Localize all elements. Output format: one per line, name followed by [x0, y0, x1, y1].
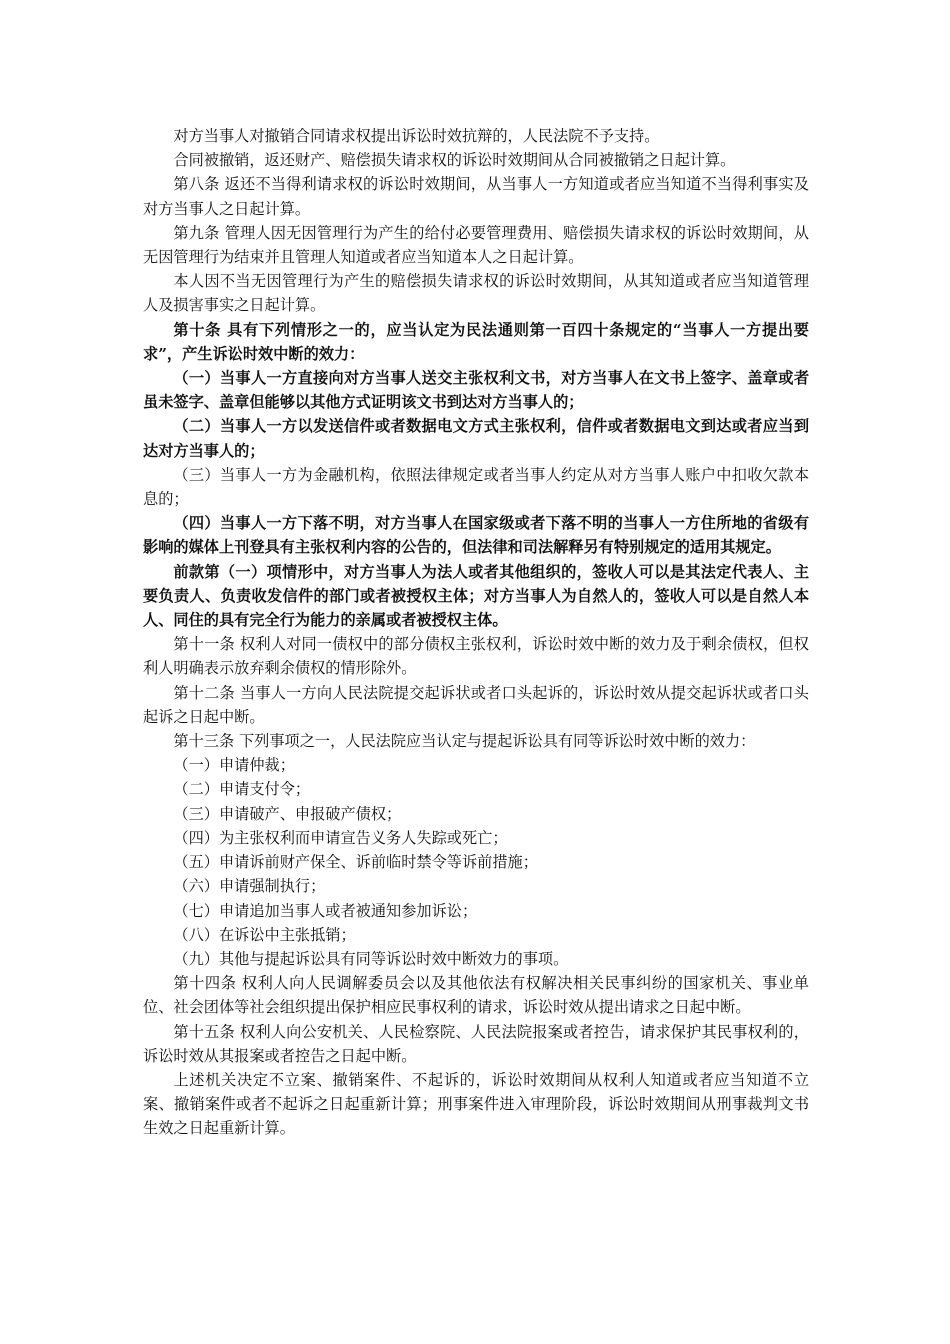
paragraph-item: （三）当事人一方为金融机构，依照法律规定或者当事人约定从对方当事人账户中扣收欠款本息的； [143, 465, 809, 509]
paragraph-article-11: 第十一条 权利人对同一债权中的部分债权主张权利，诉讼时效中断的效力及于剩余债权，但权利人明确表示放弃剩余债权的情形除外。 [143, 635, 809, 678]
paragraph-item: （四）为主张权利而申请宣告义务人失踪或死亡； [173, 828, 508, 847]
paragraph-article-13: 第十三条 下列事项之一，人民法院应当认定与提起诉讼具有同等诉讼时效中断的效力： [173, 732, 756, 751]
document-body [143, 124, 809, 1141]
paragraph-item: （三）申请破产、申报破产债权； [173, 804, 402, 823]
paragraph-article-9: 第九条 管理人因无因管理行为产生的给付必要管理费用、赔偿损失请求权的诉讼时效期间，从无因管理行为结束并且管理人知道或者应当知道本人之日起计算。 [143, 223, 809, 267]
paragraph-item: （二）申请支付令； [173, 780, 311, 799]
paragraph-item: （八）在诉讼中主张抵销； [173, 925, 356, 944]
paragraph-article-8: 第八条 返还不当得利请求权的诉讼时效期间，从当事人一方知道或者应当知道不当得利事实及对方当事人之日起计算。 [143, 175, 809, 218]
paragraph: 合同被撤销，返还财产、赔偿损失请求权的诉讼时效期间从合同被撤销之日起计算。 [173, 151, 736, 170]
paragraph: 前款第（一）项情形中，对方当事人为法人或者其他组织的，签收人可以是其法定代表人、主要负责人、负责收发信件的部门或者被授权主体；对方当事人为自然人的，签收人可以是自然人本人、同住的具有完全行为能力的亲属或者被授权主体。 [143, 562, 809, 630]
paragraph-item: （二）当事人一方以发送信件或者数据电文方式主张权利，信件或者数据电文到达或者应当到达对方当事人的； [143, 417, 809, 460]
paragraph-article-15: 第十五条 权利人向公安机关、人民检察院、人民法院报案或者控告，请求保护其民事权利的，诉讼时效从其报案或者控告之日起中断。 [143, 1022, 809, 1065]
paragraph: 本人因不当无因管理行为产生的赔偿损失请求权的诉讼时效期间，从其知道或者应当知道管理人及损害事实之日起计算。 [143, 272, 809, 315]
paragraph-item: （五）申请诉前财产保全、诉前临时禁令等诉前措施； [173, 853, 538, 872]
paragraph: 上述机关决定不立案、撤销案件、不起诉的，诉讼时效期间从权利人知道或者应当知道不立案、撤销案件或者不起诉之日起重新计算；刑事案件进入审理阶段，诉讼时效期间从刑事裁判文书生效之日起重新计算。 [143, 1070, 809, 1138]
paragraph-item: （六）申请强制执行； [173, 877, 326, 896]
paragraph-item: （九）其他与提起诉讼具有同等诉讼时效中断效力的事项。 [173, 949, 569, 968]
paragraph-item: （七）申请追加当事人或者被通知参加诉讼； [173, 901, 478, 920]
paragraph-item: （一）当事人一方直接向对方当事人送交主张权利文书，对方当事人在文书上签字、盖章或者虽未签字、盖章但能够以其他方式证明该文书到达对方当事人的； [143, 369, 809, 412]
paragraph-item: （四）当事人一方下落不明，对方当事人在国家级或者下落不明的当事人一方住所地的省级有影响的媒体上刊登具有主张权利内容的公告的，但法律和司法解释另有特别规定的适用其规定。 [143, 514, 809, 557]
paragraph-article-14: 第十四条 权利人向人民调解委员会以及其他依法有权解决相关民事纠纷的国家机关、事业单位、社会团体等社会组织提出保护相应民事权利的请求，诉讼时效从提出请求之日起中断。 [143, 974, 809, 1017]
paragraph: 对方当事人对撤销合同请求权提出诉讼时效抗辩的，人民法院不予支持。 [173, 127, 660, 145]
paragraph-article-12: 第十二条 当事人一方向人民法院提交起诉状或者口头起诉的，诉讼时效从提交起诉状或者口头起诉之日起中断。 [143, 683, 809, 726]
paragraph-article-10: 第十条 具有下列情形之一的，应当认定为民法通则第一百四十条规定的“当事人一方提出要求”，产生诉讼时效中断的效力： [143, 320, 809, 363]
paragraph-item: （一）申请仲裁； [173, 756, 295, 775]
